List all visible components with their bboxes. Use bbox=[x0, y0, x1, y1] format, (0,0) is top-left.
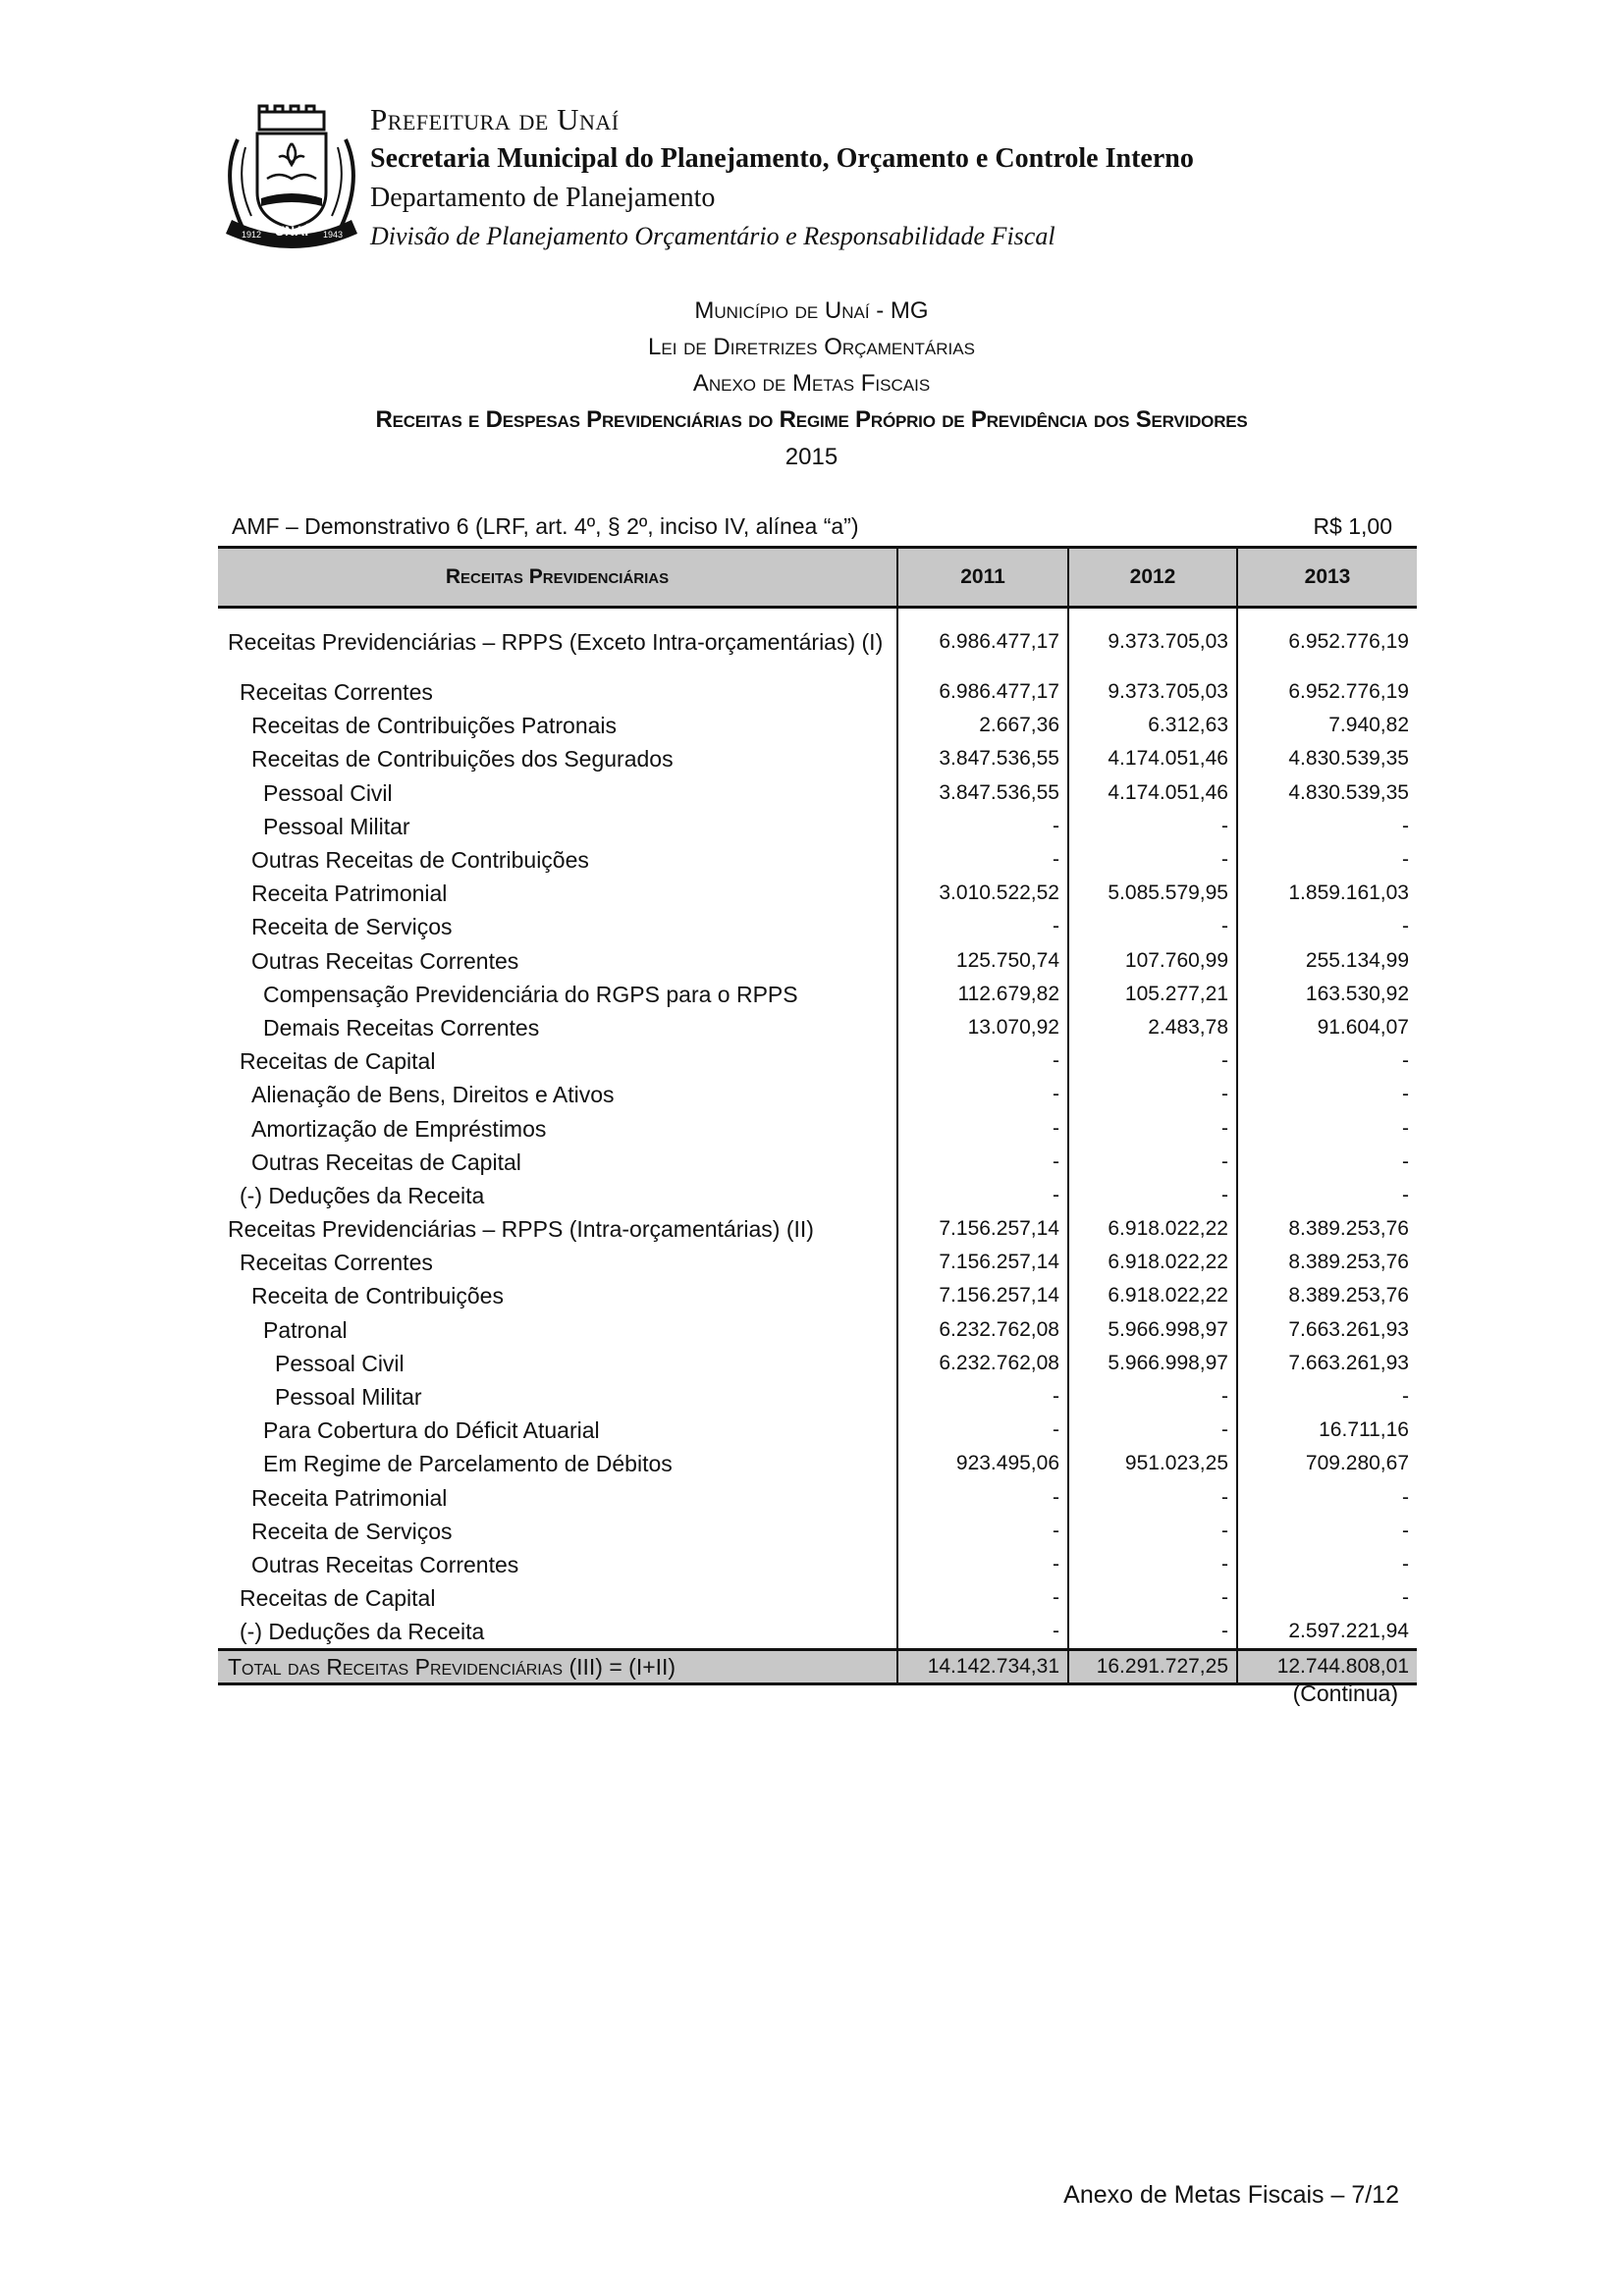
table-row bbox=[218, 1515, 1417, 1548]
currency-unit: R$ 1,00 bbox=[1313, 513, 1392, 539]
table-row bbox=[218, 608, 1417, 676]
row-value-2011: 3.847.536,55 bbox=[897, 742, 1068, 775]
row-label: Receitas Correntes bbox=[240, 679, 433, 706]
table-row bbox=[218, 1279, 1417, 1312]
document-titles bbox=[0, 293, 1623, 477]
row-value-2012: 2.483,78 bbox=[1068, 1011, 1237, 1044]
row-value-2012: - bbox=[1068, 1548, 1237, 1581]
table-row bbox=[218, 1481, 1417, 1515]
row-label: Receita Patrimonial bbox=[251, 881, 448, 907]
row-value-2011: 112.679,82 bbox=[897, 978, 1068, 1011]
row-value-2013: - bbox=[1237, 1380, 1417, 1414]
letterhead bbox=[218, 100, 1347, 257]
table-header-row bbox=[218, 548, 1417, 608]
table-row bbox=[218, 1380, 1417, 1414]
row-value-2011: - bbox=[897, 1548, 1068, 1581]
row-value-2013: 4.830.539,35 bbox=[1237, 776, 1417, 810]
row-value-2011: 7.156.257,14 bbox=[897, 1279, 1068, 1312]
annex-title: Anexo de Metas Fiscais bbox=[692, 370, 931, 397]
svg-text:UNAÍ: UNAÍ bbox=[274, 223, 309, 239]
table-row bbox=[218, 1246, 1417, 1279]
row-label: Alienação de Bens, Direitos e Ativos bbox=[251, 1082, 615, 1108]
row-value-2012: 6.918.022,22 bbox=[1068, 1212, 1237, 1246]
row-value-2011: 3.847.536,55 bbox=[897, 776, 1068, 810]
table-row bbox=[218, 1044, 1417, 1078]
table-row bbox=[218, 1347, 1417, 1380]
row-value-2011: - bbox=[897, 1615, 1068, 1650]
table-row bbox=[218, 1078, 1417, 1111]
row-label: Receitas Previdenciárias – RPPS (Intra-orçamentárias) (II) bbox=[228, 1216, 814, 1243]
row-value-2013: 8.389.253,76 bbox=[1237, 1212, 1417, 1246]
row-label: Patronal bbox=[263, 1316, 348, 1343]
row-label: (-) Deduções da Receita bbox=[240, 1619, 485, 1645]
row-value-2013: 163.530,92 bbox=[1237, 978, 1417, 1011]
row-label: Receitas Correntes bbox=[240, 1250, 433, 1276]
row-value-2011: - bbox=[897, 1179, 1068, 1212]
row-label: Receitas de Contribuições dos Segurados bbox=[251, 746, 674, 773]
division-name: Divisão de Planejamento Orçamentário e Responsabilidade Fiscal bbox=[370, 222, 1055, 250]
table-row bbox=[218, 1111, 1417, 1145]
row-value-2012: 9.373.705,03 bbox=[1068, 608, 1237, 676]
row-value-2013: 7.663.261,93 bbox=[1237, 1347, 1417, 1380]
row-value-2012: - bbox=[1068, 1581, 1237, 1615]
row-label: Amortização de Empréstimos bbox=[251, 1115, 547, 1142]
row-value-2013: 1.859.161,03 bbox=[1237, 877, 1417, 910]
row-value-2012: - bbox=[1068, 1111, 1237, 1145]
row-value-2012: - bbox=[1068, 1078, 1237, 1111]
row-value-2011: 6.232.762,08 bbox=[897, 1347, 1068, 1380]
row-label: Pessoal Militar bbox=[263, 813, 410, 839]
row-value-2013: - bbox=[1237, 1481, 1417, 1515]
column-header-2012: 2012 bbox=[1068, 548, 1237, 608]
row-value-2012: 9.373.705,03 bbox=[1068, 675, 1237, 709]
row-value-2011: - bbox=[897, 910, 1068, 943]
row-value-2012: - bbox=[1068, 1515, 1237, 1548]
row-value-2011: 6.986.477,17 bbox=[897, 608, 1068, 676]
row-value-2011: 2.667,36 bbox=[897, 709, 1068, 742]
row-label: Receitas de Contribuições Patronais bbox=[251, 713, 618, 739]
row-label: Outras Receitas de Capital bbox=[251, 1148, 521, 1175]
row-value-2011: 7.156.257,14 bbox=[897, 1246, 1068, 1279]
pension-revenue-table bbox=[218, 546, 1417, 1685]
table-row bbox=[218, 877, 1417, 910]
column-header-label: Receitas Previdenciárias bbox=[218, 548, 897, 608]
row-value-2013: - bbox=[1237, 1548, 1417, 1581]
coat-of-arms-icon bbox=[218, 100, 365, 257]
row-label: Outras Receitas de Contribuições bbox=[251, 847, 589, 874]
table-row bbox=[218, 1548, 1417, 1581]
row-value-2013: - bbox=[1237, 1078, 1417, 1111]
column-header-2011: 2011 bbox=[897, 548, 1068, 608]
table-row bbox=[218, 1313, 1417, 1347]
row-value-2013: 6.952.776,19 bbox=[1237, 675, 1417, 709]
row-label: Receitas Previdenciárias – RPPS (Exceto Intra-orçamentárias) (I) bbox=[228, 629, 884, 655]
row-value-2012: - bbox=[1068, 810, 1237, 843]
table-row bbox=[218, 810, 1417, 843]
row-value-2013: 16.711,16 bbox=[1237, 1414, 1417, 1447]
row-value-2011: 6.986.477,17 bbox=[897, 675, 1068, 709]
secretariat-name: Secretaria Municipal do Planejamento, Orçamento e Controle Interno bbox=[370, 143, 1194, 174]
row-label: Receita de Serviços bbox=[251, 914, 453, 940]
table-row bbox=[218, 1179, 1417, 1212]
row-value-2011: 125.750,74 bbox=[897, 944, 1068, 978]
row-label: Em Regime de Parcelamento de Débitos bbox=[263, 1451, 673, 1477]
row-value-2013: - bbox=[1237, 843, 1417, 877]
row-value-2013: - bbox=[1237, 910, 1417, 943]
column-header-2013: 2013 bbox=[1237, 548, 1417, 608]
row-value-2012: 5.966.998,97 bbox=[1068, 1313, 1237, 1347]
table-row bbox=[218, 944, 1417, 978]
department-name: Departamento de Planejamento bbox=[370, 183, 716, 213]
law-title: Lei de Diretrizes Orçamentárias bbox=[648, 334, 975, 360]
row-label: Pessoal Civil bbox=[275, 1350, 405, 1376]
total-row bbox=[218, 1650, 1417, 1684]
row-label: Pessoal Civil bbox=[263, 779, 393, 806]
row-value-2012: 951.023,25 bbox=[1068, 1447, 1237, 1480]
table-row bbox=[218, 1414, 1417, 1447]
svg-text:1912: 1912 bbox=[241, 230, 262, 240]
row-value-2011: - bbox=[897, 843, 1068, 877]
table-row bbox=[218, 1146, 1417, 1179]
row-value-2011: 7.156.257,14 bbox=[897, 1212, 1068, 1246]
row-label: Receita Patrimonial bbox=[251, 1484, 448, 1511]
row-value-2012: - bbox=[1068, 1179, 1237, 1212]
report-year: 2015 bbox=[784, 444, 839, 470]
row-label: Outras Receitas Correntes bbox=[251, 947, 519, 974]
row-value-2011: - bbox=[897, 1581, 1068, 1615]
row-value-2011: - bbox=[897, 1111, 1068, 1145]
row-value-2013: 709.280,67 bbox=[1237, 1447, 1417, 1480]
row-value-2013: - bbox=[1237, 1581, 1417, 1615]
row-value-2011: 6.232.762,08 bbox=[897, 1313, 1068, 1347]
row-value-2013: 6.952.776,19 bbox=[1237, 608, 1417, 676]
row-value-2011: 3.010.522,52 bbox=[897, 877, 1068, 910]
row-value-2013: 2.597.221,94 bbox=[1237, 1615, 1417, 1650]
row-value-2013: 8.389.253,76 bbox=[1237, 1279, 1417, 1312]
page-footer: Anexo de Metas Fiscais – 7/12 bbox=[1063, 2181, 1399, 2209]
row-value-2012: 6.312,63 bbox=[1068, 709, 1237, 742]
row-value-2012: 105.277,21 bbox=[1068, 978, 1237, 1011]
row-value-2012: - bbox=[1068, 1414, 1237, 1447]
row-value-2012: - bbox=[1068, 1615, 1237, 1650]
row-value-2013: - bbox=[1237, 1179, 1417, 1212]
row-value-2013: - bbox=[1237, 1515, 1417, 1548]
row-value-2013: 7.940,82 bbox=[1237, 709, 1417, 742]
row-label: Outras Receitas Correntes bbox=[251, 1551, 519, 1577]
table-row bbox=[218, 776, 1417, 810]
row-label: (-) Deduções da Receita bbox=[240, 1182, 485, 1208]
row-value-2011: 923.495,06 bbox=[897, 1447, 1068, 1480]
row-value-2012: - bbox=[1068, 1146, 1237, 1179]
row-value-2012: - bbox=[1068, 843, 1237, 877]
total-2012: 16.291.727,25 bbox=[1068, 1650, 1237, 1684]
row-label: Receitas de Capital bbox=[240, 1585, 436, 1612]
row-value-2012: 4.174.051,46 bbox=[1068, 776, 1237, 810]
table-row bbox=[218, 742, 1417, 775]
row-label: Pessoal Militar bbox=[275, 1384, 422, 1411]
row-value-2012: 5.085.579,95 bbox=[1068, 877, 1237, 910]
row-value-2012: 6.918.022,22 bbox=[1068, 1279, 1237, 1312]
total-2013: 12.744.808,01 bbox=[1237, 1650, 1417, 1684]
row-value-2012: - bbox=[1068, 1044, 1237, 1078]
row-label: Para Cobertura do Déficit Atuarial bbox=[263, 1417, 600, 1444]
row-value-2013: 8.389.253,76 bbox=[1237, 1246, 1417, 1279]
statement-reference: AMF – Demonstrativo 6 (LRF, art. 4º, § 2º, inciso IV, alínea “a”) bbox=[232, 513, 859, 539]
row-value-2011: 13.070,92 bbox=[897, 1011, 1068, 1044]
row-label: Demais Receitas Correntes bbox=[263, 1014, 540, 1041]
total-2011: 14.142.734,31 bbox=[897, 1650, 1068, 1684]
table-row bbox=[218, 843, 1417, 877]
table-row bbox=[218, 1581, 1417, 1615]
row-value-2011: - bbox=[897, 1078, 1068, 1111]
row-label: Receita de Serviços bbox=[251, 1518, 453, 1544]
row-label: Receitas de Capital bbox=[240, 1048, 436, 1075]
table-row bbox=[218, 910, 1417, 943]
row-value-2011: - bbox=[897, 1481, 1068, 1515]
row-value-2011: - bbox=[897, 1146, 1068, 1179]
row-value-2013: 255.134,99 bbox=[1237, 944, 1417, 978]
row-label: Compensação Previdenciária do RGPS para o RPPS bbox=[263, 981, 798, 1007]
table-row bbox=[218, 1011, 1417, 1044]
table-row bbox=[218, 1615, 1417, 1650]
row-value-2012: - bbox=[1068, 910, 1237, 943]
row-value-2013: 91.604,07 bbox=[1237, 1011, 1417, 1044]
row-value-2012: 107.760,99 bbox=[1068, 944, 1237, 978]
row-value-2011: - bbox=[897, 1515, 1068, 1548]
row-value-2012: - bbox=[1068, 1481, 1237, 1515]
table-row bbox=[218, 1447, 1417, 1480]
row-value-2013: 7.663.261,93 bbox=[1237, 1313, 1417, 1347]
table-row bbox=[218, 709, 1417, 742]
row-value-2013: - bbox=[1237, 1146, 1417, 1179]
row-value-2013: - bbox=[1237, 1111, 1417, 1145]
table-row bbox=[218, 978, 1417, 1011]
row-value-2012: 4.174.051,46 bbox=[1068, 742, 1237, 775]
table-row bbox=[218, 675, 1417, 709]
row-value-2011: - bbox=[897, 810, 1068, 843]
row-value-2011: - bbox=[897, 1044, 1068, 1078]
continued-note: (Continua) bbox=[1292, 1681, 1398, 1706]
row-value-2013: - bbox=[1237, 810, 1417, 843]
row-label: Receita de Contribuições bbox=[251, 1283, 504, 1309]
row-value-2012: 6.918.022,22 bbox=[1068, 1246, 1237, 1279]
row-value-2011: - bbox=[897, 1380, 1068, 1414]
row-value-2012: 5.966.998,97 bbox=[1068, 1347, 1237, 1380]
report-title: Receitas e Despesas Previdenciárias do Regime Próprio de Previdência dos Servidores bbox=[375, 406, 1248, 433]
total-label: Total das Receitas Previdenciárias (III) = (I+II) bbox=[228, 1654, 676, 1681]
municipality-title: Município de Unaí - MG bbox=[694, 297, 929, 324]
organization-name: Prefeitura de Unaí bbox=[370, 102, 620, 136]
row-value-2012: - bbox=[1068, 1380, 1237, 1414]
row-value-2013: - bbox=[1237, 1044, 1417, 1078]
table-row bbox=[218, 1212, 1417, 1246]
row-value-2011: - bbox=[897, 1414, 1068, 1447]
row-value-2013: 4.830.539,35 bbox=[1237, 742, 1417, 775]
svg-text:1943: 1943 bbox=[322, 230, 344, 240]
